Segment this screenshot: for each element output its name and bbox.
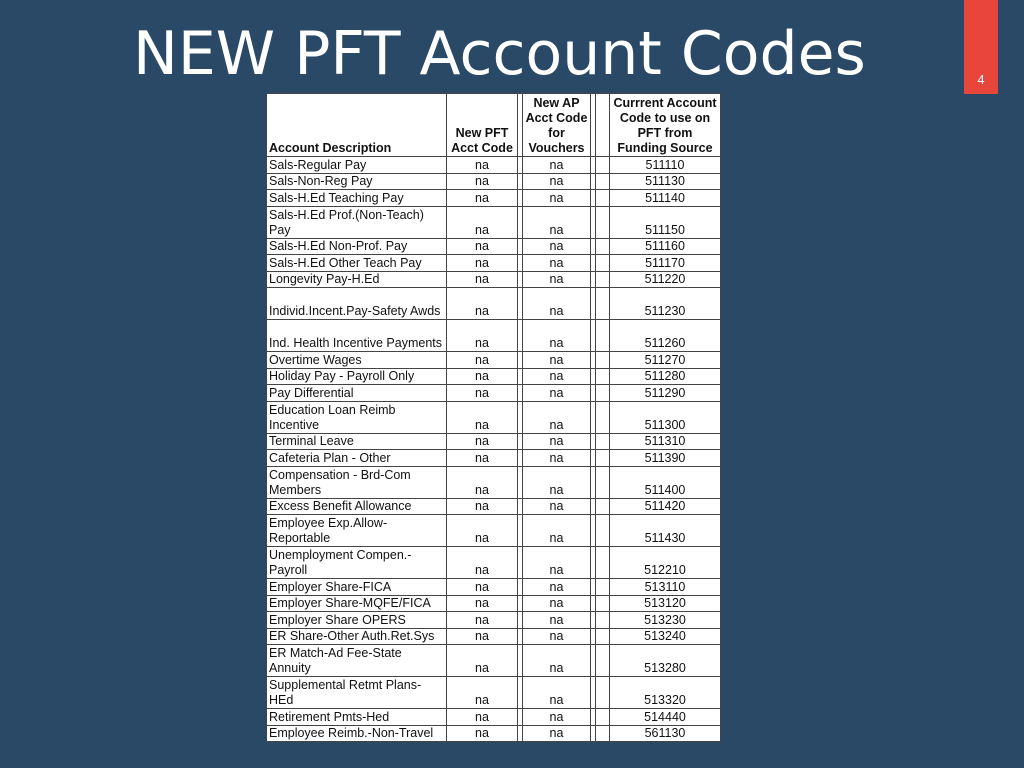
current-account-code-cell: 511390 [610, 450, 721, 467]
table-row [267, 433, 721, 450]
new-ap-acct-code-cell: na [523, 271, 591, 288]
header-current-account-code: Currrent Account Code to use on PFT from Funding Source [610, 94, 721, 157]
account-description-cell: Longevity Pay-H.Ed [267, 271, 447, 288]
new-pft-acct-code-cell: na [447, 288, 518, 320]
spacer-cell [596, 368, 610, 385]
new-pft-acct-code-cell: na [447, 612, 518, 629]
spacer-cell [596, 515, 610, 547]
new-ap-acct-code-cell: na [523, 190, 591, 207]
slide-title: NEW PFT Account Codes [133, 19, 866, 89]
current-account-code-cell: 511170 [610, 255, 721, 272]
account-description-cell: ER Match-Ad Fee-State Annuity [267, 645, 447, 677]
table-row [267, 466, 721, 498]
new-ap-acct-code-cell: na [523, 320, 591, 352]
header-new-pft-acct-code: New PFT Acct Code [447, 94, 518, 157]
spacer-cell [596, 433, 610, 450]
spacer-cell [596, 547, 610, 579]
new-pft-acct-code-cell: na [447, 401, 518, 433]
account-description-cell: Sals-Regular Pay [267, 157, 447, 174]
current-account-code-cell: 511130 [610, 173, 721, 190]
current-account-code-cell: 512210 [610, 547, 721, 579]
table-row [267, 271, 721, 288]
new-pft-acct-code-cell: na [447, 579, 518, 596]
new-pft-acct-code-cell: na [447, 450, 518, 467]
spacer-cell [596, 238, 610, 255]
new-ap-acct-code-cell: na [523, 628, 591, 645]
spacer-cell [596, 206, 610, 238]
account-description-cell: Excess Benefit Allowance [267, 498, 447, 515]
current-account-code-cell: 511310 [610, 433, 721, 450]
table-row [267, 320, 721, 352]
current-account-code-cell: 511400 [610, 466, 721, 498]
new-pft-acct-code-cell: na [447, 173, 518, 190]
new-ap-acct-code-cell: na [523, 255, 591, 272]
new-ap-acct-code-cell: na [523, 385, 591, 402]
new-ap-acct-code-cell: na [523, 466, 591, 498]
account-description-cell: Education Loan Reimb Incentive [267, 401, 447, 433]
spacer-cell [596, 498, 610, 515]
current-account-code-cell: 513280 [610, 645, 721, 677]
new-ap-acct-code-cell: na [523, 173, 591, 190]
table-header-row [267, 94, 721, 157]
new-pft-acct-code-cell: na [447, 190, 518, 207]
account-description-cell: ER Share-Other Auth.Ret.Sys [267, 628, 447, 645]
table-row [267, 368, 721, 385]
account-description-cell: Ind. Health Incentive Payments [267, 320, 447, 352]
current-account-code-cell: 513320 [610, 677, 721, 709]
table-row [267, 352, 721, 369]
new-ap-acct-code-cell: na [523, 547, 591, 579]
account-description-cell: Overtime Wages [267, 352, 447, 369]
table-row [267, 515, 721, 547]
new-pft-acct-code-cell: na [447, 320, 518, 352]
spacer-cell [596, 612, 610, 629]
spacer-cell [596, 628, 610, 645]
new-pft-acct-code-cell: na [447, 628, 518, 645]
account-description-cell: Sals-H.Ed Non-Prof. Pay [267, 238, 447, 255]
table-row [267, 677, 721, 709]
new-ap-acct-code-cell: na [523, 645, 591, 677]
new-ap-acct-code-cell: na [523, 677, 591, 709]
table-row [267, 288, 721, 320]
new-ap-acct-code-cell: na [523, 725, 591, 742]
account-description-cell: Individ.Incent.Pay-Safety Awds [267, 288, 447, 320]
spacer-cell [596, 385, 610, 402]
new-ap-acct-code-cell: na [523, 206, 591, 238]
table-row [267, 385, 721, 402]
new-pft-acct-code-cell: na [447, 709, 518, 726]
table-row [267, 157, 721, 174]
table-row [267, 725, 721, 742]
current-account-code-cell: 513240 [610, 628, 721, 645]
current-account-code-cell: 511280 [610, 368, 721, 385]
page-number: 4 [977, 72, 985, 87]
account-codes-table [266, 93, 721, 742]
new-pft-acct-code-cell: na [447, 433, 518, 450]
spacer-cell [596, 466, 610, 498]
new-ap-acct-code-cell: na [523, 238, 591, 255]
account-description-cell: Sals-Non-Reg Pay [267, 173, 447, 190]
spacer-cell [596, 271, 610, 288]
current-account-code-cell: 511140 [610, 190, 721, 207]
spacer-cell [596, 579, 610, 596]
current-account-code-cell: 511300 [610, 401, 721, 433]
table-row [267, 579, 721, 596]
spacer-cell [596, 401, 610, 433]
table-row [267, 238, 721, 255]
current-account-code-cell: 511270 [610, 352, 721, 369]
current-account-code-cell: 561130 [610, 725, 721, 742]
table-row [267, 450, 721, 467]
new-ap-acct-code-cell: na [523, 450, 591, 467]
current-account-code-cell: 511150 [610, 206, 721, 238]
header-new-ap-acct-code: New AP Acct Code for Vouchers [523, 94, 591, 157]
new-ap-acct-code-cell: na [523, 433, 591, 450]
new-ap-acct-code-cell: na [523, 498, 591, 515]
current-account-code-cell: 513120 [610, 595, 721, 612]
table-row [267, 628, 721, 645]
new-pft-acct-code-cell: na [447, 725, 518, 742]
new-pft-acct-code-cell: na [447, 238, 518, 255]
spacer-cell [596, 677, 610, 709]
new-pft-acct-code-cell: na [447, 206, 518, 238]
new-pft-acct-code-cell: na [447, 515, 518, 547]
current-account-code-cell: 511290 [610, 385, 721, 402]
account-description-cell: Compensation - Brd-Com Members [267, 466, 447, 498]
new-ap-acct-code-cell: na [523, 612, 591, 629]
table-row [267, 173, 721, 190]
new-pft-acct-code-cell: na [447, 352, 518, 369]
new-pft-acct-code-cell: na [447, 255, 518, 272]
spacer-cell [596, 190, 610, 207]
header-spacer [596, 94, 610, 157]
account-description-cell: Sals-H.Ed Other Teach Pay [267, 255, 447, 272]
account-description-cell: Employee Reimb.-Non-Travel [267, 725, 447, 742]
table-row [267, 547, 721, 579]
account-description-cell: Unemployment Compen.-Payroll [267, 547, 447, 579]
new-ap-acct-code-cell: na [523, 401, 591, 433]
new-pft-acct-code-cell: na [447, 677, 518, 709]
header-account-description: Account Description [267, 94, 447, 157]
current-account-code-cell: 511230 [610, 288, 721, 320]
new-ap-acct-code-cell: na [523, 157, 591, 174]
current-account-code-cell: 513110 [610, 579, 721, 596]
account-description-cell: Employer Share-MQFE/FICA [267, 595, 447, 612]
current-account-code-cell: 513230 [610, 612, 721, 629]
account-description-cell: Pay Differential [267, 385, 447, 402]
new-ap-acct-code-cell: na [523, 368, 591, 385]
spacer-cell [596, 709, 610, 726]
table-row [267, 645, 721, 677]
table-row [267, 595, 721, 612]
account-description-cell: Supplemental Retmt Plans-HEd [267, 677, 447, 709]
spacer-cell [596, 320, 610, 352]
current-account-code-cell: 511110 [610, 157, 721, 174]
new-ap-acct-code-cell: na [523, 288, 591, 320]
table-row [267, 709, 721, 726]
table-row [267, 612, 721, 629]
account-description-cell: Employer Share-FICA [267, 579, 447, 596]
table-row [267, 255, 721, 272]
spacer-cell [596, 725, 610, 742]
spacer-cell [596, 173, 610, 190]
account-description-cell: Holiday Pay - Payroll Only [267, 368, 447, 385]
spacer-cell [596, 352, 610, 369]
current-account-code-cell: 511220 [610, 271, 721, 288]
new-ap-acct-code-cell: na [523, 709, 591, 726]
new-pft-acct-code-cell: na [447, 645, 518, 677]
new-pft-acct-code-cell: na [447, 271, 518, 288]
spacer-cell [596, 288, 610, 320]
new-pft-acct-code-cell: na [447, 498, 518, 515]
new-ap-acct-code-cell: na [523, 579, 591, 596]
new-pft-acct-code-cell: na [447, 157, 518, 174]
current-account-code-cell: 511430 [610, 515, 721, 547]
account-description-cell: Sals-H.Ed Teaching Pay [267, 190, 447, 207]
spacer-cell [596, 450, 610, 467]
new-pft-acct-code-cell: na [447, 595, 518, 612]
new-pft-acct-code-cell: na [447, 385, 518, 402]
spacer-cell [596, 255, 610, 272]
current-account-code-cell: 511160 [610, 238, 721, 255]
new-ap-acct-code-cell: na [523, 595, 591, 612]
account-description-cell: Employee Exp.Allow-Reportable [267, 515, 447, 547]
current-account-code-cell: 511420 [610, 498, 721, 515]
new-ap-acct-code-cell: na [523, 515, 591, 547]
table-row [267, 401, 721, 433]
new-pft-acct-code-cell: na [447, 547, 518, 579]
new-ap-acct-code-cell: na [523, 352, 591, 369]
current-account-code-cell: 511260 [610, 320, 721, 352]
table-row [267, 206, 721, 238]
account-description-cell: Sals-H.Ed Prof.(Non-Teach) Pay [267, 206, 447, 238]
table-row [267, 498, 721, 515]
account-description-cell: Terminal Leave [267, 433, 447, 450]
spacer-cell [596, 595, 610, 612]
spacer-cell [596, 157, 610, 174]
table-row [267, 190, 721, 207]
new-pft-acct-code-cell: na [447, 368, 518, 385]
account-description-cell: Cafeteria Plan - Other [267, 450, 447, 467]
spacer-cell [596, 645, 610, 677]
new-pft-acct-code-cell: na [447, 466, 518, 498]
account-description-cell: Employer Share OPERS [267, 612, 447, 629]
account-description-cell: Retirement Pmts-Hed [267, 709, 447, 726]
current-account-code-cell: 514440 [610, 709, 721, 726]
